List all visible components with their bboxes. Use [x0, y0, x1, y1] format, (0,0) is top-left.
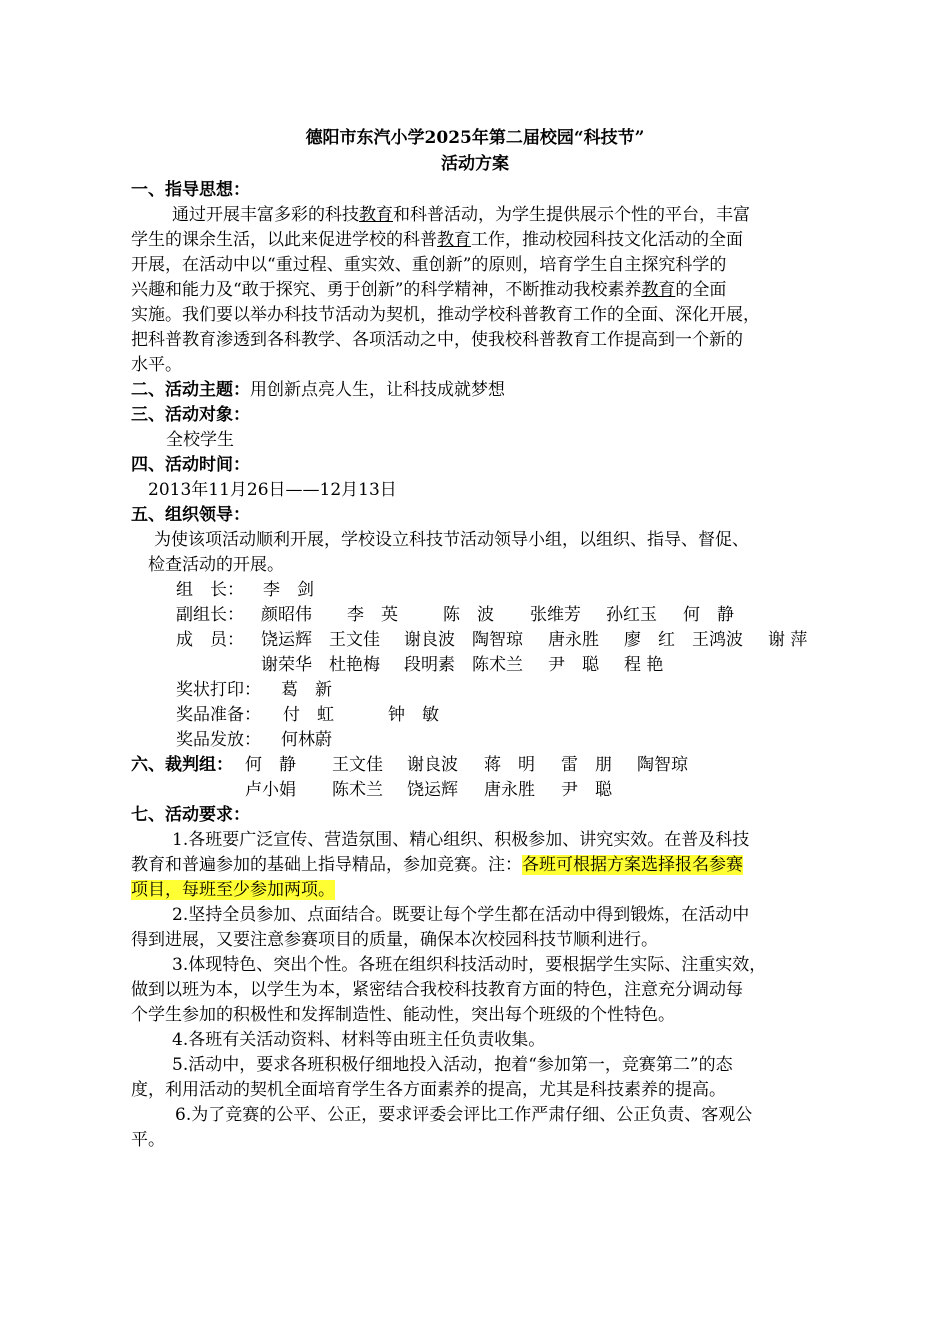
prize-dist-label: 奖品发放： [176, 730, 261, 750]
section-1-line-7: 水平。 [131, 355, 182, 375]
person-name: 雷 朋 [561, 755, 612, 775]
person-name: 颜昭伟 [261, 605, 312, 625]
person-name: 陈术兰 [332, 780, 383, 800]
requirement-3-line-1: 3.体现特色、突出个性。各班在组织科技活动时，要根据学生实际、注重实效， [172, 955, 767, 975]
person-name: 程 艳 [624, 655, 664, 675]
person-name: 陶智琼 [637, 755, 688, 775]
person-name: 陈 波 [443, 605, 494, 625]
document-title: 德阳市东汽小学2025年第二届校园“科技节” [305, 128, 645, 148]
text-run: 的全面 [675, 280, 727, 300]
section-1-heading: 一、指导思想： [131, 180, 250, 200]
vice-leader-label: 副组长： [176, 605, 244, 625]
requirement-5-line-1: 5.活动中，要求各班积极仔细地投入活动，抱着“参加第一，竞赛第二”的态 [172, 1055, 733, 1075]
person-name: 付 虹 [283, 705, 334, 725]
section-6-heading: 六、裁判组： [131, 755, 233, 775]
requirement-1-line-1: 1.各班要广泛宣传、营造氛围、精心组织、积极参加、讲究实效。在普及科技 [172, 830, 750, 850]
person-name: 陈术兰 [472, 655, 523, 675]
members-row-1 [0, 628, 950, 652]
person-name: 何 静 [245, 755, 296, 775]
person-name: 王鸿波 [692, 630, 743, 650]
underlined-text: 教育 [359, 205, 393, 225]
person-name: 唐永胜 [548, 630, 599, 650]
members-label: 成 员： [176, 630, 244, 650]
person-name: 杜艳梅 [329, 655, 380, 675]
person-name: 李 英 [347, 605, 398, 625]
person-name: 谢荣华 [261, 655, 312, 675]
person-name: 何林蔚 [281, 730, 332, 750]
leader-row [0, 578, 950, 602]
section-5-intro-2: 检查活动的开展。 [148, 555, 284, 575]
section-4-text: 2013年11月26日——12月13日 [148, 480, 397, 500]
requirement-2-line-1: 2.坚持全员参加、点面结合。既要让每个学生都在活动中得到锻炼，在活动中 [172, 905, 750, 925]
document-subtitle: 活动方案 [441, 154, 509, 174]
person-name: 孙红玉 [606, 605, 657, 625]
section-2 [131, 378, 505, 402]
section-2-text: 用创新点亮人生，让科技成就梦想 [250, 380, 505, 400]
person-name: 王文佳 [332, 755, 383, 775]
certificate-print-row [0, 678, 950, 702]
leader-label: 组 长： [176, 580, 244, 600]
person-name: 陶智琼 [472, 630, 523, 650]
text-run: 工作，推动校园科技文化活动的全面 [471, 230, 743, 250]
requirement-3-line-2: 做到以班为本，以学生为本，紧密结合我校科技教育方面的特色，注意充分调动每 [131, 980, 743, 1000]
person-name: 谢良波 [404, 630, 455, 650]
section-4-heading: 四、活动时间： [131, 455, 250, 475]
person-name: 饶运辉 [261, 630, 312, 650]
requirement-6-line-2: 平。 [131, 1130, 165, 1150]
section-1-line-2 [131, 228, 743, 252]
person-name: 尹 聪 [548, 655, 599, 675]
leader-name: 李 剑 [263, 580, 314, 600]
vice-leader-row [0, 603, 950, 627]
requirement-3-line-3: 个学生参加的积极性和发挥制造性、能动性，突出每个班级的个性特色。 [131, 1005, 675, 1025]
requirement-2-line-2: 得到进展，又要注意参赛项目的质量，确保本次校园科技节顺利进行。 [131, 930, 658, 950]
section-1-line-5: 实施。我们要以举办科技节活动为契机，推动学校科普教育工作的全面、深化开展， [131, 305, 760, 325]
section-1-line-6: 把科普教育渗透到各科教学、各项活动之中，使我校科普教育工作提高到一个新的 [131, 330, 743, 350]
underlined-text: 教育 [437, 230, 471, 250]
person-name: 王文佳 [329, 630, 380, 650]
requirement-1-line-2 [131, 853, 743, 877]
members-row-2 [0, 653, 950, 677]
person-name: 钟 敏 [388, 705, 439, 725]
section-1-line-4 [131, 278, 726, 302]
prize-prep-label: 奖品准备： [176, 705, 261, 725]
judges-row-2 [0, 778, 950, 802]
text-run: 和科普活动，为学生提供展示个性的平台，丰富 [393, 205, 750, 225]
prize-dist-row [0, 728, 950, 752]
highlighted-text: 项目，每班至少参加两项。 [131, 880, 335, 900]
section-3-text: 全校学生 [166, 430, 234, 450]
highlighted-text: 各班可根据方案选择报名参赛 [522, 855, 743, 875]
section-1-line-3: 开展，在活动中以“重过程、重实效、重创新”的原则，培育学生自主探究科学的 [131, 255, 727, 275]
person-name: 葛 新 [281, 680, 332, 700]
person-name: 何 静 [683, 605, 734, 625]
underlined-text: 教育 [641, 280, 676, 300]
section-5-heading: 五、组织领导： [131, 505, 250, 525]
person-name: 饶运辉 [407, 780, 458, 800]
text-run: 通过开展丰富多彩的科技 [172, 205, 359, 225]
person-name: 谢良波 [407, 755, 458, 775]
requirement-5-line-2: 度，利用活动的契机全面培育学生各方面素养的提高，尤其是科技素养的提高。 [131, 1080, 726, 1100]
text-run: 兴趣和能力及“敢于探究、勇于创新”的科学精神，不断推动我校素养 [131, 280, 642, 300]
person-name: 唐永胜 [484, 780, 535, 800]
person-name: 张维芳 [530, 605, 581, 625]
requirement-1-line-3 [131, 878, 335, 902]
prize-prep-row [0, 703, 950, 727]
section-7-heading: 七、活动要求： [131, 805, 250, 825]
person-name: 蒋 明 [484, 755, 535, 775]
section-3-heading: 三、活动对象： [131, 405, 250, 425]
judges-row-1 [0, 753, 950, 777]
text-run: 学生的课余生活，以此来促进学校的科普 [131, 230, 437, 250]
text-run: 教育和普遍参加的基础上指导精品，参加竞赛。注： [131, 855, 522, 875]
person-name: 尹 聪 [561, 780, 612, 800]
person-name: 卢小娟 [245, 780, 296, 800]
person-name: 谢 萍 [768, 630, 808, 650]
section-1-line-1 [172, 203, 750, 227]
requirement-4-line-1: 4.各班有关活动资料、材料等由班主任负责收集。 [172, 1030, 546, 1050]
person-name: 段明素 [404, 655, 455, 675]
section-5-intro-1: 为使该项活动顺利开展，学校设立科技节活动领导小组，以组织、指导、督促、 [154, 530, 749, 550]
section-2-heading: 二、活动主题： [131, 380, 250, 400]
certificate-print-label: 奖状打印： [176, 680, 261, 700]
person-name: 廖 红 [624, 630, 675, 650]
requirement-6-line-1: 6.为了竞赛的公平、公正，要求评委会评比工作严肃仔细、公正负责、客观公 [175, 1105, 753, 1125]
